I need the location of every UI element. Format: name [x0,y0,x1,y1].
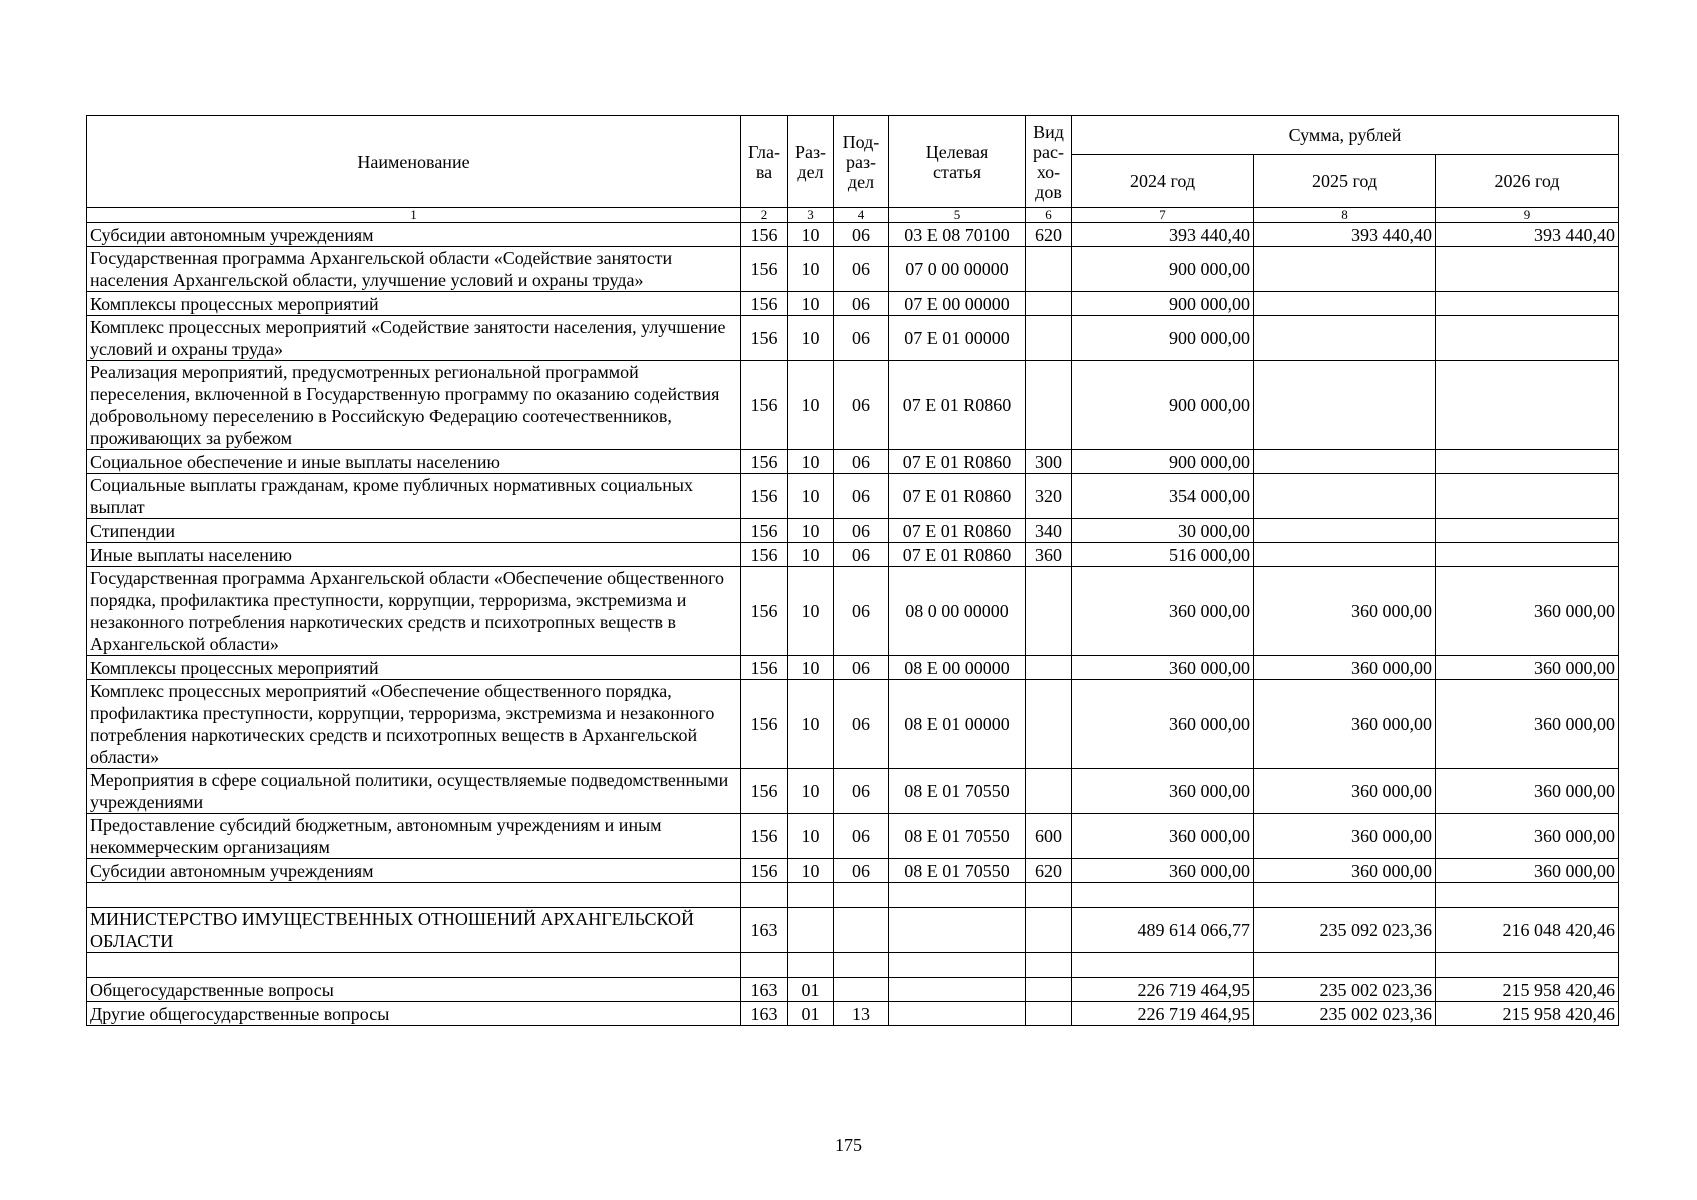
cell-vid: 320 [1026,474,1072,519]
cell-target: 03 Е 08 70100 [889,223,1026,247]
cell-name: Комплекс процессных мероприятий «Обеспечение общественного порядка, профилактика преступности, коррупции, терроризма, экстремизма и незаконного потребления наркотических средств и психотропных веществ в Архангельской области» [87,680,741,769]
table-header [87,116,1619,223]
table-row [87,519,1619,543]
cell-razdel: 10 [788,247,834,292]
cell-glava: 156 [741,361,788,450]
cell-2026: 393 440,40 [1436,223,1619,247]
empty-cell [87,953,741,978]
table-body [87,223,1619,1026]
cell-podrazdel: 06 [834,859,889,883]
cell-2026: 360 000,00 [1436,680,1619,769]
cell-podrazdel: 06 [834,292,889,316]
cell-name: Субсидии автономным учреждениям [87,859,741,883]
cell-glava: 163 [741,908,788,953]
table-row [87,908,1619,953]
cell-razdel: 10 [788,859,834,883]
table-row [87,1002,1619,1026]
column-index: 8 [1254,208,1436,223]
table-row [87,474,1619,519]
cell-razdel: 10 [788,361,834,450]
cell-podrazdel: 06 [834,567,889,656]
header-glava [741,116,788,208]
cell-name: Комплексы процессных мероприятий [87,656,741,680]
cell-2024: 360 000,00 [1072,859,1254,883]
table-row [87,859,1619,883]
table-row [87,361,1619,450]
cell-2024: 360 000,00 [1072,769,1254,814]
empty-cell [1072,953,1254,978]
column-index: 6 [1026,208,1072,223]
empty-cell [87,883,741,908]
cell-glava: 156 [741,680,788,769]
empty-cell [1026,883,1072,908]
cell-2024: 900 000,00 [1072,292,1254,316]
cell-razdel: 10 [788,656,834,680]
cell-2026 [1436,450,1619,474]
cell-vid: 300 [1026,450,1072,474]
cell-vid: 620 [1026,223,1072,247]
cell-podrazdel: 06 [834,543,889,567]
cell-2024: 900 000,00 [1072,361,1254,450]
cell-2025 [1254,450,1436,474]
cell-vid [1026,908,1072,953]
empty-cell [788,883,834,908]
cell-target: 08 Е 01 00000 [889,680,1026,769]
cell-razdel: 10 [788,769,834,814]
cell-razdel: 10 [788,543,834,567]
empty-cell [1072,883,1254,908]
cell-2026: 215 958 420,46 [1436,978,1619,1002]
header-2024: 2024 год [1072,155,1254,208]
cell-2026: 360 000,00 [1436,567,1619,656]
table-row [87,769,1619,814]
cell-2026 [1436,292,1619,316]
cell-vid: 620 [1026,859,1072,883]
spacer-row [87,953,1619,978]
empty-cell [741,953,788,978]
spacer-row [87,883,1619,908]
column-index: 2 [741,208,788,223]
cell-podrazdel [834,978,889,1002]
cell-vid: 360 [1026,543,1072,567]
cell-name: Государственная программа Архангельской области «Содействие занятости населения Архангельской области, улучшение условий и охраны труда» [87,247,741,292]
cell-name: Иные выплаты населению [87,543,741,567]
empty-cell [889,953,1026,978]
cell-2024: 393 440,40 [1072,223,1254,247]
cell-2025: 360 000,00 [1254,859,1436,883]
cell-podrazdel: 13 [834,1002,889,1026]
cell-target [889,908,1026,953]
cell-2025 [1254,519,1436,543]
cell-vid: 600 [1026,814,1072,859]
table-row [87,292,1619,316]
cell-glava: 156 [741,543,788,567]
cell-glava: 156 [741,474,788,519]
cell-name: Предоставление субсидий бюджетным, автономным учреждениям и иным некоммерческим организациям [87,814,741,859]
column-index: 4 [834,208,889,223]
cell-2025: 235 002 023,36 [1254,1002,1436,1026]
column-index: 1 [87,208,741,223]
cell-vid [1026,656,1072,680]
cell-vid [1026,361,1072,450]
cell-name: Социальные выплаты гражданам, кроме публичных нормативных социальных выплат [87,474,741,519]
empty-cell [1026,953,1072,978]
cell-podrazdel: 06 [834,247,889,292]
header-podrazdel [834,116,889,208]
header-2025: 2025 год [1254,155,1436,208]
cell-name: Другие общегосударственные вопросы [87,1002,741,1026]
header-celevaya [889,116,1026,208]
cell-target: 08 Е 01 70550 [889,859,1026,883]
header-glava-text: Гла- ва [747,141,781,182]
cell-2024: 226 719 464,95 [1072,1002,1254,1026]
table-row [87,978,1619,1002]
cell-2025: 235 002 023,36 [1254,978,1436,1002]
cell-vid [1026,680,1072,769]
cell-vid [1026,292,1072,316]
cell-2024: 360 000,00 [1072,656,1254,680]
cell-podrazdel: 06 [834,656,889,680]
cell-name: Субсидии автономным учреждениям [87,223,741,247]
table-row [87,680,1619,769]
cell-razdel: 10 [788,292,834,316]
empty-cell [1254,883,1436,908]
cell-2026 [1436,316,1619,361]
cell-2025: 360 000,00 [1254,656,1436,680]
header-2026: 2026 год [1436,155,1619,208]
cell-podrazdel: 06 [834,814,889,859]
cell-vid [1026,1002,1072,1026]
cell-target [889,978,1026,1002]
table-row [87,567,1619,656]
cell-2025 [1254,543,1436,567]
cell-name: Социальное обеспечение и иные выплаты населению [87,450,741,474]
cell-glava: 156 [741,450,788,474]
cell-2026: 360 000,00 [1436,769,1619,814]
cell-2026: 360 000,00 [1436,859,1619,883]
cell-podrazdel: 06 [834,519,889,543]
cell-2026: 360 000,00 [1436,656,1619,680]
cell-glava: 156 [741,247,788,292]
cell-2026: 360 000,00 [1436,814,1619,859]
cell-podrazdel: 06 [834,450,889,474]
empty-cell [1254,953,1436,978]
table-row [87,316,1619,361]
cell-target: 08 Е 00 00000 [889,656,1026,680]
cell-vid: 340 [1026,519,1072,543]
cell-vid [1026,978,1072,1002]
cell-target: 08 0 00 00000 [889,567,1026,656]
cell-target: 07 Е 01 R0860 [889,474,1026,519]
cell-2026 [1436,519,1619,543]
cell-podrazdel: 06 [834,316,889,361]
cell-glava: 156 [741,519,788,543]
cell-podrazdel: 06 [834,474,889,519]
empty-cell [834,883,889,908]
header-podrazdel-text: Под- раз- дел [842,131,880,192]
cell-target: 08 Е 01 70550 [889,814,1026,859]
cell-2025 [1254,247,1436,292]
column-index: 3 [788,208,834,223]
cell-target: 07 Е 01 R0860 [889,519,1026,543]
cell-2026 [1436,247,1619,292]
header-razdel-text: Раз- дел [794,141,827,182]
cell-2024: 354 000,00 [1072,474,1254,519]
cell-name: Реализация мероприятий, предусмотренных региональной программой переселения, включенной в Государственную программу по оказанию содействия добровольному переселению в Российскую Федерацию соотечественников, проживающих за рубежом [87,361,741,450]
cell-target: 07 0 00 00000 [889,247,1026,292]
cell-2025: 360 000,00 [1254,680,1436,769]
cell-name: Общегосударственные вопросы [87,978,741,1002]
cell-glava: 156 [741,814,788,859]
column-index-row [87,208,1619,223]
cell-2025 [1254,292,1436,316]
column-index: 5 [889,208,1026,223]
empty-cell [1436,883,1619,908]
cell-razdel: 10 [788,223,834,247]
table-row [87,814,1619,859]
cell-2025: 393 440,40 [1254,223,1436,247]
cell-2024: 30 000,00 [1072,519,1254,543]
cell-2025 [1254,361,1436,450]
table-row [87,543,1619,567]
cell-vid [1026,247,1072,292]
cell-name: Комплекс процессных мероприятий «Содействие занятости населения, улучшение условий и охраны труда» [87,316,741,361]
header-vid-text: Вид рас- хо- дов [1033,121,1064,202]
cell-2024: 360 000,00 [1072,814,1254,859]
cell-2025: 360 000,00 [1254,814,1436,859]
cell-glava: 163 [741,978,788,1002]
cell-2026 [1436,361,1619,450]
table-row [87,656,1619,680]
header-celevaya-text: Целевая статья [925,141,989,182]
cell-target: 07 Е 01 00000 [889,316,1026,361]
table-row [87,450,1619,474]
cell-podrazdel: 06 [834,361,889,450]
cell-razdel [788,908,834,953]
cell-target: 07 Е 01 R0860 [889,450,1026,474]
cell-glava: 156 [741,859,788,883]
cell-glava: 156 [741,769,788,814]
cell-glava: 156 [741,292,788,316]
cell-2024: 516 000,00 [1072,543,1254,567]
cell-2026: 216 048 420,46 [1436,908,1619,953]
cell-razdel: 10 [788,680,834,769]
cell-razdel: 10 [788,450,834,474]
cell-glava: 156 [741,567,788,656]
cell-2025 [1254,316,1436,361]
header-razdel [788,116,834,208]
cell-razdel: 01 [788,1002,834,1026]
cell-2024: 900 000,00 [1072,316,1254,361]
cell-glava: 156 [741,656,788,680]
cell-2025: 360 000,00 [1254,769,1436,814]
cell-2024: 226 719 464,95 [1072,978,1254,1002]
table-row [87,223,1619,247]
cell-2026: 215 958 420,46 [1436,1002,1619,1026]
cell-target: 07 Е 01 R0860 [889,361,1026,450]
cell-name: Государственная программа Архангельской области «Обеспечение общественного порядка, профилактика преступности, коррупции, терроризма, экстремизма и незаконного потребления наркотических средств и психотропных веществ в Архангельской области» [87,567,741,656]
cell-2025: 235 092 023,36 [1254,908,1436,953]
cell-vid [1026,769,1072,814]
cell-name: МИНИСТЕРСТВО ИМУЩЕСТВЕННЫХ ОТНОШЕНИЙ АРХАНГЕЛЬСКОЙ ОБЛАСТИ [87,908,741,953]
cell-2024: 360 000,00 [1072,680,1254,769]
cell-2024: 900 000,00 [1072,247,1254,292]
cell-podrazdel: 06 [834,769,889,814]
cell-name: Комплексы процессных мероприятий [87,292,741,316]
cell-name: Мероприятия в сфере социальной политики, осуществляемые подведомственными учреждениями [87,769,741,814]
cell-target [889,1002,1026,1026]
cell-2025 [1254,474,1436,519]
column-index: 9 [1436,208,1619,223]
cell-vid [1026,316,1072,361]
cell-target: 08 Е 01 70550 [889,769,1026,814]
cell-razdel: 01 [788,978,834,1002]
cell-2024: 489 614 066,77 [1072,908,1254,953]
cell-2024: 900 000,00 [1072,450,1254,474]
cell-2026 [1436,543,1619,567]
cell-razdel: 10 [788,814,834,859]
header-vid [1026,116,1072,208]
column-index: 7 [1072,208,1254,223]
cell-razdel: 10 [788,519,834,543]
cell-target: 07 Е 00 00000 [889,292,1026,316]
cell-target: 07 Е 01 R0860 [889,543,1026,567]
empty-cell [1436,953,1619,978]
cell-2025: 360 000,00 [1254,567,1436,656]
cell-glava: 156 [741,223,788,247]
cell-2026 [1436,474,1619,519]
empty-cell [788,953,834,978]
empty-cell [834,953,889,978]
page-number: 175 [835,1135,862,1155]
empty-cell [741,883,788,908]
cell-podrazdel: 06 [834,223,889,247]
cell-vid [1026,567,1072,656]
header-name: Наименование [87,116,741,208]
header-summa: Сумма, рублей [1072,116,1619,155]
cell-podrazdel [834,908,889,953]
cell-razdel: 10 [788,567,834,656]
empty-cell [889,883,1026,908]
budget-table [86,115,1619,1026]
cell-razdel: 10 [788,316,834,361]
cell-glava: 156 [741,316,788,361]
cell-razdel: 10 [788,474,834,519]
cell-glava: 163 [741,1002,788,1026]
cell-name: Стипендии [87,519,741,543]
cell-2024: 360 000,00 [1072,567,1254,656]
table-row [87,247,1619,292]
cell-podrazdel: 06 [834,680,889,769]
